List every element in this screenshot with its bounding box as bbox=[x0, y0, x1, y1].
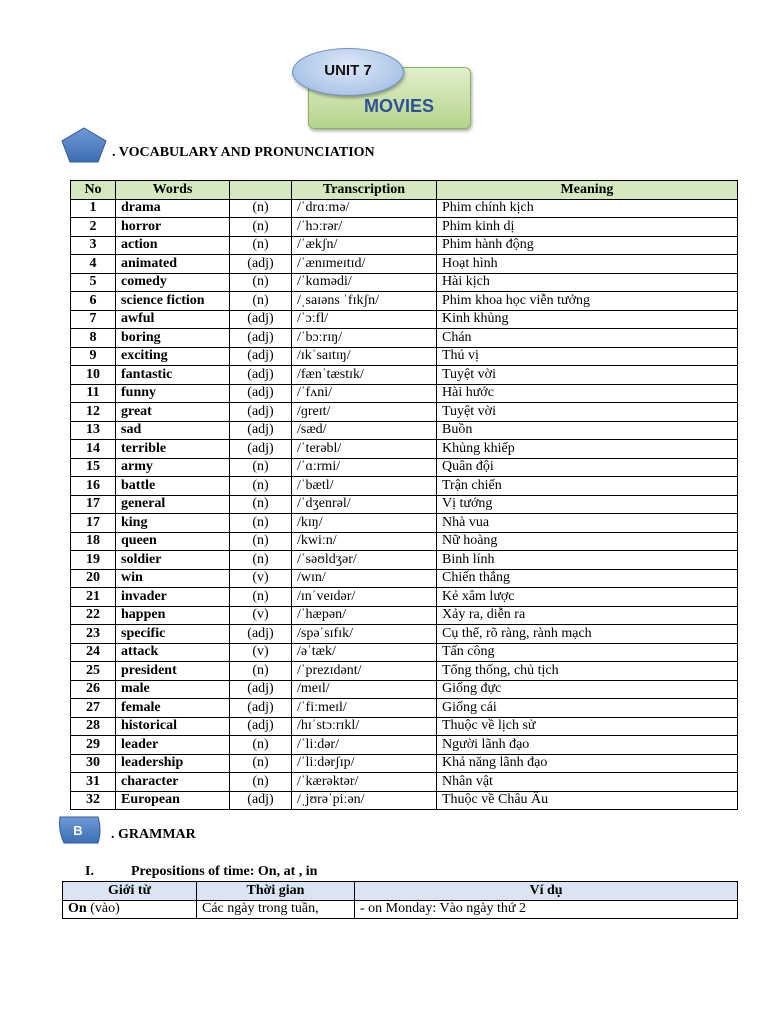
number-cell: 6 bbox=[71, 292, 116, 311]
part-of-speech-cell: (v) bbox=[230, 643, 292, 662]
part-of-speech-cell: (adj) bbox=[230, 791, 292, 810]
word-cell: army bbox=[116, 458, 230, 477]
transcription-cell: /ɪkˈsaɪtɪŋ/ bbox=[292, 347, 437, 366]
meaning-cell: Người lãnh đạo bbox=[437, 736, 738, 755]
transcription-cell: /ˌjʊrəˈpiːən/ bbox=[292, 791, 437, 810]
number-cell: 31 bbox=[71, 773, 116, 792]
pentagon-icon bbox=[60, 126, 108, 164]
transcription-cell: /wɪn/ bbox=[292, 569, 437, 588]
meaning-cell: Cụ thể, rõ ràng, rành mạch bbox=[437, 625, 738, 644]
transcription-cell: /ˈbɔːrɪŋ/ bbox=[292, 329, 437, 348]
unit-badge bbox=[292, 48, 404, 96]
vocabulary-body bbox=[71, 199, 738, 810]
number-cell: 5 bbox=[71, 273, 116, 292]
table-row bbox=[71, 292, 738, 311]
word-cell: invader bbox=[116, 588, 230, 607]
word-cell: horror bbox=[116, 218, 230, 237]
number-cell: 17 bbox=[71, 495, 116, 514]
transcription-cell: /ˈɑːrmi/ bbox=[292, 458, 437, 477]
meaning-cell: Phim chính kịch bbox=[437, 199, 738, 218]
transcription-cell: /spəˈsɪfɪk/ bbox=[292, 625, 437, 644]
table-row bbox=[71, 421, 738, 440]
transcription-cell: /ˈdʒenrəl/ bbox=[292, 495, 437, 514]
word-cell: female bbox=[116, 699, 230, 718]
word-cell: character bbox=[116, 773, 230, 792]
badge-b-letter: B bbox=[73, 823, 83, 838]
part-of-speech-cell: (adj) bbox=[230, 403, 292, 422]
part-of-speech-cell: (n) bbox=[230, 495, 292, 514]
word-cell: boring bbox=[116, 329, 230, 348]
number-cell: 22 bbox=[71, 606, 116, 625]
column-header-pos bbox=[230, 181, 292, 200]
number-cell: 32 bbox=[71, 791, 116, 810]
number-cell: 15 bbox=[71, 458, 116, 477]
section-a-title: . VOCABULARY AND PRONUNCIATION bbox=[112, 145, 375, 160]
meaning-cell: Giống đực bbox=[437, 680, 738, 699]
transcription-cell: /ˈliːdər/ bbox=[292, 736, 437, 755]
table-row bbox=[71, 236, 738, 255]
table-row bbox=[71, 588, 738, 607]
table-row bbox=[71, 384, 738, 403]
number-cell: 1 bbox=[71, 199, 116, 218]
part-of-speech-cell: (adj) bbox=[230, 329, 292, 348]
table-row bbox=[71, 199, 738, 218]
part-of-speech-cell: (adj) bbox=[230, 366, 292, 385]
number-cell: 27 bbox=[71, 699, 116, 718]
number-cell: 20 bbox=[71, 569, 116, 588]
part-of-speech-cell: (adj) bbox=[230, 699, 292, 718]
word-cell: king bbox=[116, 514, 230, 533]
number-cell: 2 bbox=[71, 218, 116, 237]
example-cell: - on Monday: Vào ngày thứ 2 bbox=[355, 900, 738, 919]
word-cell: funny bbox=[116, 384, 230, 403]
table-row bbox=[71, 310, 738, 329]
table-row bbox=[71, 403, 738, 422]
part-of-speech-cell: (adj) bbox=[230, 310, 292, 329]
column-header-words: Words bbox=[116, 181, 230, 200]
unit-label: UNIT 7 bbox=[324, 61, 372, 79]
part-of-speech-cell: (n) bbox=[230, 458, 292, 477]
table-row bbox=[71, 329, 738, 348]
number-cell: 10 bbox=[71, 366, 116, 385]
transcription-cell: /kɪŋ/ bbox=[292, 514, 437, 533]
table-row bbox=[71, 754, 738, 773]
prepositions-table bbox=[62, 881, 738, 919]
word-cell: historical bbox=[116, 717, 230, 736]
part-of-speech-cell: (n) bbox=[230, 273, 292, 292]
meaning-cell: Quân đội bbox=[437, 458, 738, 477]
number-cell: 17 bbox=[71, 514, 116, 533]
table-row bbox=[71, 477, 738, 496]
column-header-time: Thời gian bbox=[197, 882, 355, 901]
number-cell: 14 bbox=[71, 440, 116, 459]
word-cell: action bbox=[116, 236, 230, 255]
vocabulary-header-row bbox=[71, 181, 738, 200]
column-header-no: No bbox=[71, 181, 116, 200]
word-cell: great bbox=[116, 403, 230, 422]
meaning-cell: Tuyệt vời bbox=[437, 403, 738, 422]
transcription-cell: /əˈtæk/ bbox=[292, 643, 437, 662]
meaning-cell: Nữ hoàng bbox=[437, 532, 738, 551]
transcription-cell: /sæd/ bbox=[292, 421, 437, 440]
table-row bbox=[71, 680, 738, 699]
table-row bbox=[71, 255, 738, 274]
meaning-cell: Tuyệt vời bbox=[437, 366, 738, 385]
word-cell: sad bbox=[116, 421, 230, 440]
preposition-note: (vào) bbox=[86, 901, 120, 917]
table-row bbox=[71, 643, 738, 662]
number-cell: 4 bbox=[71, 255, 116, 274]
transcription-cell: /ˈɔːfl/ bbox=[292, 310, 437, 329]
number-cell: 13 bbox=[71, 421, 116, 440]
number-cell: 29 bbox=[71, 736, 116, 755]
number-cell: 3 bbox=[71, 236, 116, 255]
number-cell: 19 bbox=[71, 551, 116, 570]
meaning-cell: Chán bbox=[437, 329, 738, 348]
part-of-speech-cell: (n) bbox=[230, 551, 292, 570]
badge-b-icon bbox=[56, 813, 104, 847]
word-cell: science fiction bbox=[116, 292, 230, 311]
part-of-speech-cell: (adj) bbox=[230, 255, 292, 274]
transcription-cell: /ˈliːdərʃɪp/ bbox=[292, 754, 437, 773]
movies-title: MOVIES bbox=[363, 96, 434, 116]
column-header-meaning: Meaning bbox=[437, 181, 738, 200]
table-row bbox=[71, 662, 738, 681]
word-cell: leadership bbox=[116, 754, 230, 773]
number-cell: 23 bbox=[71, 625, 116, 644]
table-row bbox=[71, 440, 738, 459]
part-of-speech-cell: (n) bbox=[230, 292, 292, 311]
number-cell: 9 bbox=[71, 347, 116, 366]
vocabulary-table bbox=[70, 180, 738, 810]
table-row bbox=[71, 495, 738, 514]
table-row bbox=[71, 717, 738, 736]
transcription-cell: /ˈfiːmeɪl/ bbox=[292, 699, 437, 718]
number-cell: 8 bbox=[71, 329, 116, 348]
table-row bbox=[71, 625, 738, 644]
meaning-cell: Khủng khiếp bbox=[437, 440, 738, 459]
meaning-cell: Hài hước bbox=[437, 384, 738, 403]
part-of-speech-cell: (n) bbox=[230, 588, 292, 607]
part-of-speech-cell: (v) bbox=[230, 606, 292, 625]
word-cell: general bbox=[116, 495, 230, 514]
transcription-cell: /ˈhɔːrər/ bbox=[292, 218, 437, 237]
word-cell: attack bbox=[116, 643, 230, 662]
table-row bbox=[71, 699, 738, 718]
part-of-speech-cell: (adj) bbox=[230, 625, 292, 644]
transcription-cell: /kwiːn/ bbox=[292, 532, 437, 551]
time-cell: Các ngày trong tuần, bbox=[197, 900, 355, 919]
transcription-cell: /ˈfʌni/ bbox=[292, 384, 437, 403]
word-cell: battle bbox=[116, 477, 230, 496]
word-cell: specific bbox=[116, 625, 230, 644]
column-header-transcription: Transcription bbox=[292, 181, 437, 200]
transcription-cell: /ˈsəʊldʒər/ bbox=[292, 551, 437, 570]
meaning-cell: Giống cái bbox=[437, 699, 738, 718]
column-header-example: Ví dụ bbox=[355, 882, 738, 901]
table-row bbox=[71, 218, 738, 237]
number-cell: 30 bbox=[71, 754, 116, 773]
part-of-speech-cell: (n) bbox=[230, 773, 292, 792]
grammar-subheading bbox=[85, 864, 317, 880]
word-cell: happen bbox=[116, 606, 230, 625]
table-row bbox=[71, 606, 738, 625]
transcription-cell: /meɪl/ bbox=[292, 680, 437, 699]
subheading-text: Prepositions of time: On, at , in bbox=[131, 864, 318, 879]
part-of-speech-cell: (adj) bbox=[230, 717, 292, 736]
column-header-preposition: Giới từ bbox=[63, 882, 197, 901]
word-cell: male bbox=[116, 680, 230, 699]
word-cell: drama bbox=[116, 199, 230, 218]
word-cell: animated bbox=[116, 255, 230, 274]
table-row bbox=[71, 551, 738, 570]
meaning-cell: Vị tướng bbox=[437, 495, 738, 514]
meaning-cell: Trận chiến bbox=[437, 477, 738, 496]
word-cell: fantastic bbox=[116, 366, 230, 385]
number-cell: 7 bbox=[71, 310, 116, 329]
part-of-speech-cell: (adj) bbox=[230, 421, 292, 440]
number-cell: 25 bbox=[71, 662, 116, 681]
meaning-cell: Xảy ra, diễn ra bbox=[437, 606, 738, 625]
prepositions-header-row bbox=[63, 882, 738, 901]
meaning-cell: Hoạt hình bbox=[437, 255, 738, 274]
table-row bbox=[71, 458, 738, 477]
table-row bbox=[71, 569, 738, 588]
meaning-cell: Nhân vật bbox=[437, 773, 738, 792]
word-cell: leader bbox=[116, 736, 230, 755]
word-cell: win bbox=[116, 569, 230, 588]
number-cell: 18 bbox=[71, 532, 116, 551]
preposition-cell bbox=[63, 900, 197, 919]
number-cell: 26 bbox=[71, 680, 116, 699]
word-cell: queen bbox=[116, 532, 230, 551]
part-of-speech-cell: (n) bbox=[230, 754, 292, 773]
transcription-cell: /ɪnˈveɪdər/ bbox=[292, 588, 437, 607]
meaning-cell: Khả năng lãnh đạo bbox=[437, 754, 738, 773]
meaning-cell: Thuộc về Châu Âu bbox=[437, 791, 738, 810]
table-row bbox=[71, 273, 738, 292]
part-of-speech-cell: (adj) bbox=[230, 384, 292, 403]
transcription-cell: /fænˈtæstɪk/ bbox=[292, 366, 437, 385]
meaning-cell: Tổng thống, chủ tịch bbox=[437, 662, 738, 681]
word-cell: exciting bbox=[116, 347, 230, 366]
table-row bbox=[71, 514, 738, 533]
table-row bbox=[71, 736, 738, 755]
number-cell: 24 bbox=[71, 643, 116, 662]
transcription-cell: /ˈbætl/ bbox=[292, 477, 437, 496]
part-of-speech-cell: (n) bbox=[230, 236, 292, 255]
part-of-speech-cell: (n) bbox=[230, 199, 292, 218]
word-cell: European bbox=[116, 791, 230, 810]
transcription-cell: /ˈprezɪdənt/ bbox=[292, 662, 437, 681]
part-of-speech-cell: (n) bbox=[230, 514, 292, 533]
meaning-cell: Hài kịch bbox=[437, 273, 738, 292]
part-of-speech-cell: (adj) bbox=[230, 680, 292, 699]
preposition-word: On bbox=[68, 901, 87, 917]
meaning-cell: Tấn công bbox=[437, 643, 738, 662]
meaning-cell: Phim khoa học viễn tưởng bbox=[437, 292, 738, 311]
part-of-speech-cell: (n) bbox=[230, 477, 292, 496]
table-row bbox=[71, 532, 738, 551]
meaning-cell: Binh lính bbox=[437, 551, 738, 570]
meaning-cell: Buồn bbox=[437, 421, 738, 440]
transcription-cell: /ˈdrɑːmə/ bbox=[292, 199, 437, 218]
number-cell: 21 bbox=[71, 588, 116, 607]
word-cell: soldier bbox=[116, 551, 230, 570]
transcription-cell: /ˈkɑmədi/ bbox=[292, 273, 437, 292]
meaning-cell: Phim kinh dị bbox=[437, 218, 738, 237]
meaning-cell: Phim hành động bbox=[437, 236, 738, 255]
part-of-speech-cell: (n) bbox=[230, 218, 292, 237]
part-of-speech-cell: (n) bbox=[230, 662, 292, 681]
part-of-speech-cell: (n) bbox=[230, 532, 292, 551]
transcription-cell: /ˈterəbl/ bbox=[292, 440, 437, 459]
table-row bbox=[71, 773, 738, 792]
section-b-title: . GRAMMAR bbox=[111, 827, 196, 842]
transcription-cell: /ˈækʃn/ bbox=[292, 236, 437, 255]
meaning-cell: Kinh khủng bbox=[437, 310, 738, 329]
table-row bbox=[71, 791, 738, 810]
transcription-cell: /ˌsaɪəns ˈfɪkʃn/ bbox=[292, 292, 437, 311]
word-cell: president bbox=[116, 662, 230, 681]
meaning-cell: Kẻ xâm lược bbox=[437, 588, 738, 607]
part-of-speech-cell: (adj) bbox=[230, 440, 292, 459]
meaning-cell: Nhà vua bbox=[437, 514, 738, 533]
table-row bbox=[71, 366, 738, 385]
meaning-cell: Chiến thắng bbox=[437, 569, 738, 588]
table-row bbox=[63, 900, 738, 919]
meaning-cell: Thuộc về lịch sử bbox=[437, 717, 738, 736]
number-cell: 28 bbox=[71, 717, 116, 736]
number-cell: 11 bbox=[71, 384, 116, 403]
part-of-speech-cell: (v) bbox=[230, 569, 292, 588]
table-row bbox=[71, 347, 738, 366]
transcription-cell: /ˈhæpən/ bbox=[292, 606, 437, 625]
part-of-speech-cell: (adj) bbox=[230, 347, 292, 366]
word-cell: terrible bbox=[116, 440, 230, 459]
transcription-cell: /ˈænɪmeɪtɪd/ bbox=[292, 255, 437, 274]
word-cell: comedy bbox=[116, 273, 230, 292]
transcription-cell: /hɪˈstɔːrɪkl/ bbox=[292, 717, 437, 736]
transcription-cell: /ˈkærəktər/ bbox=[292, 773, 437, 792]
number-cell: 12 bbox=[71, 403, 116, 422]
part-of-speech-cell: (n) bbox=[230, 736, 292, 755]
subheading-number: I. bbox=[85, 864, 94, 879]
transcription-cell: /ɡreɪt/ bbox=[292, 403, 437, 422]
meaning-cell: Thú vị bbox=[437, 347, 738, 366]
number-cell: 16 bbox=[71, 477, 116, 496]
word-cell: awful bbox=[116, 310, 230, 329]
